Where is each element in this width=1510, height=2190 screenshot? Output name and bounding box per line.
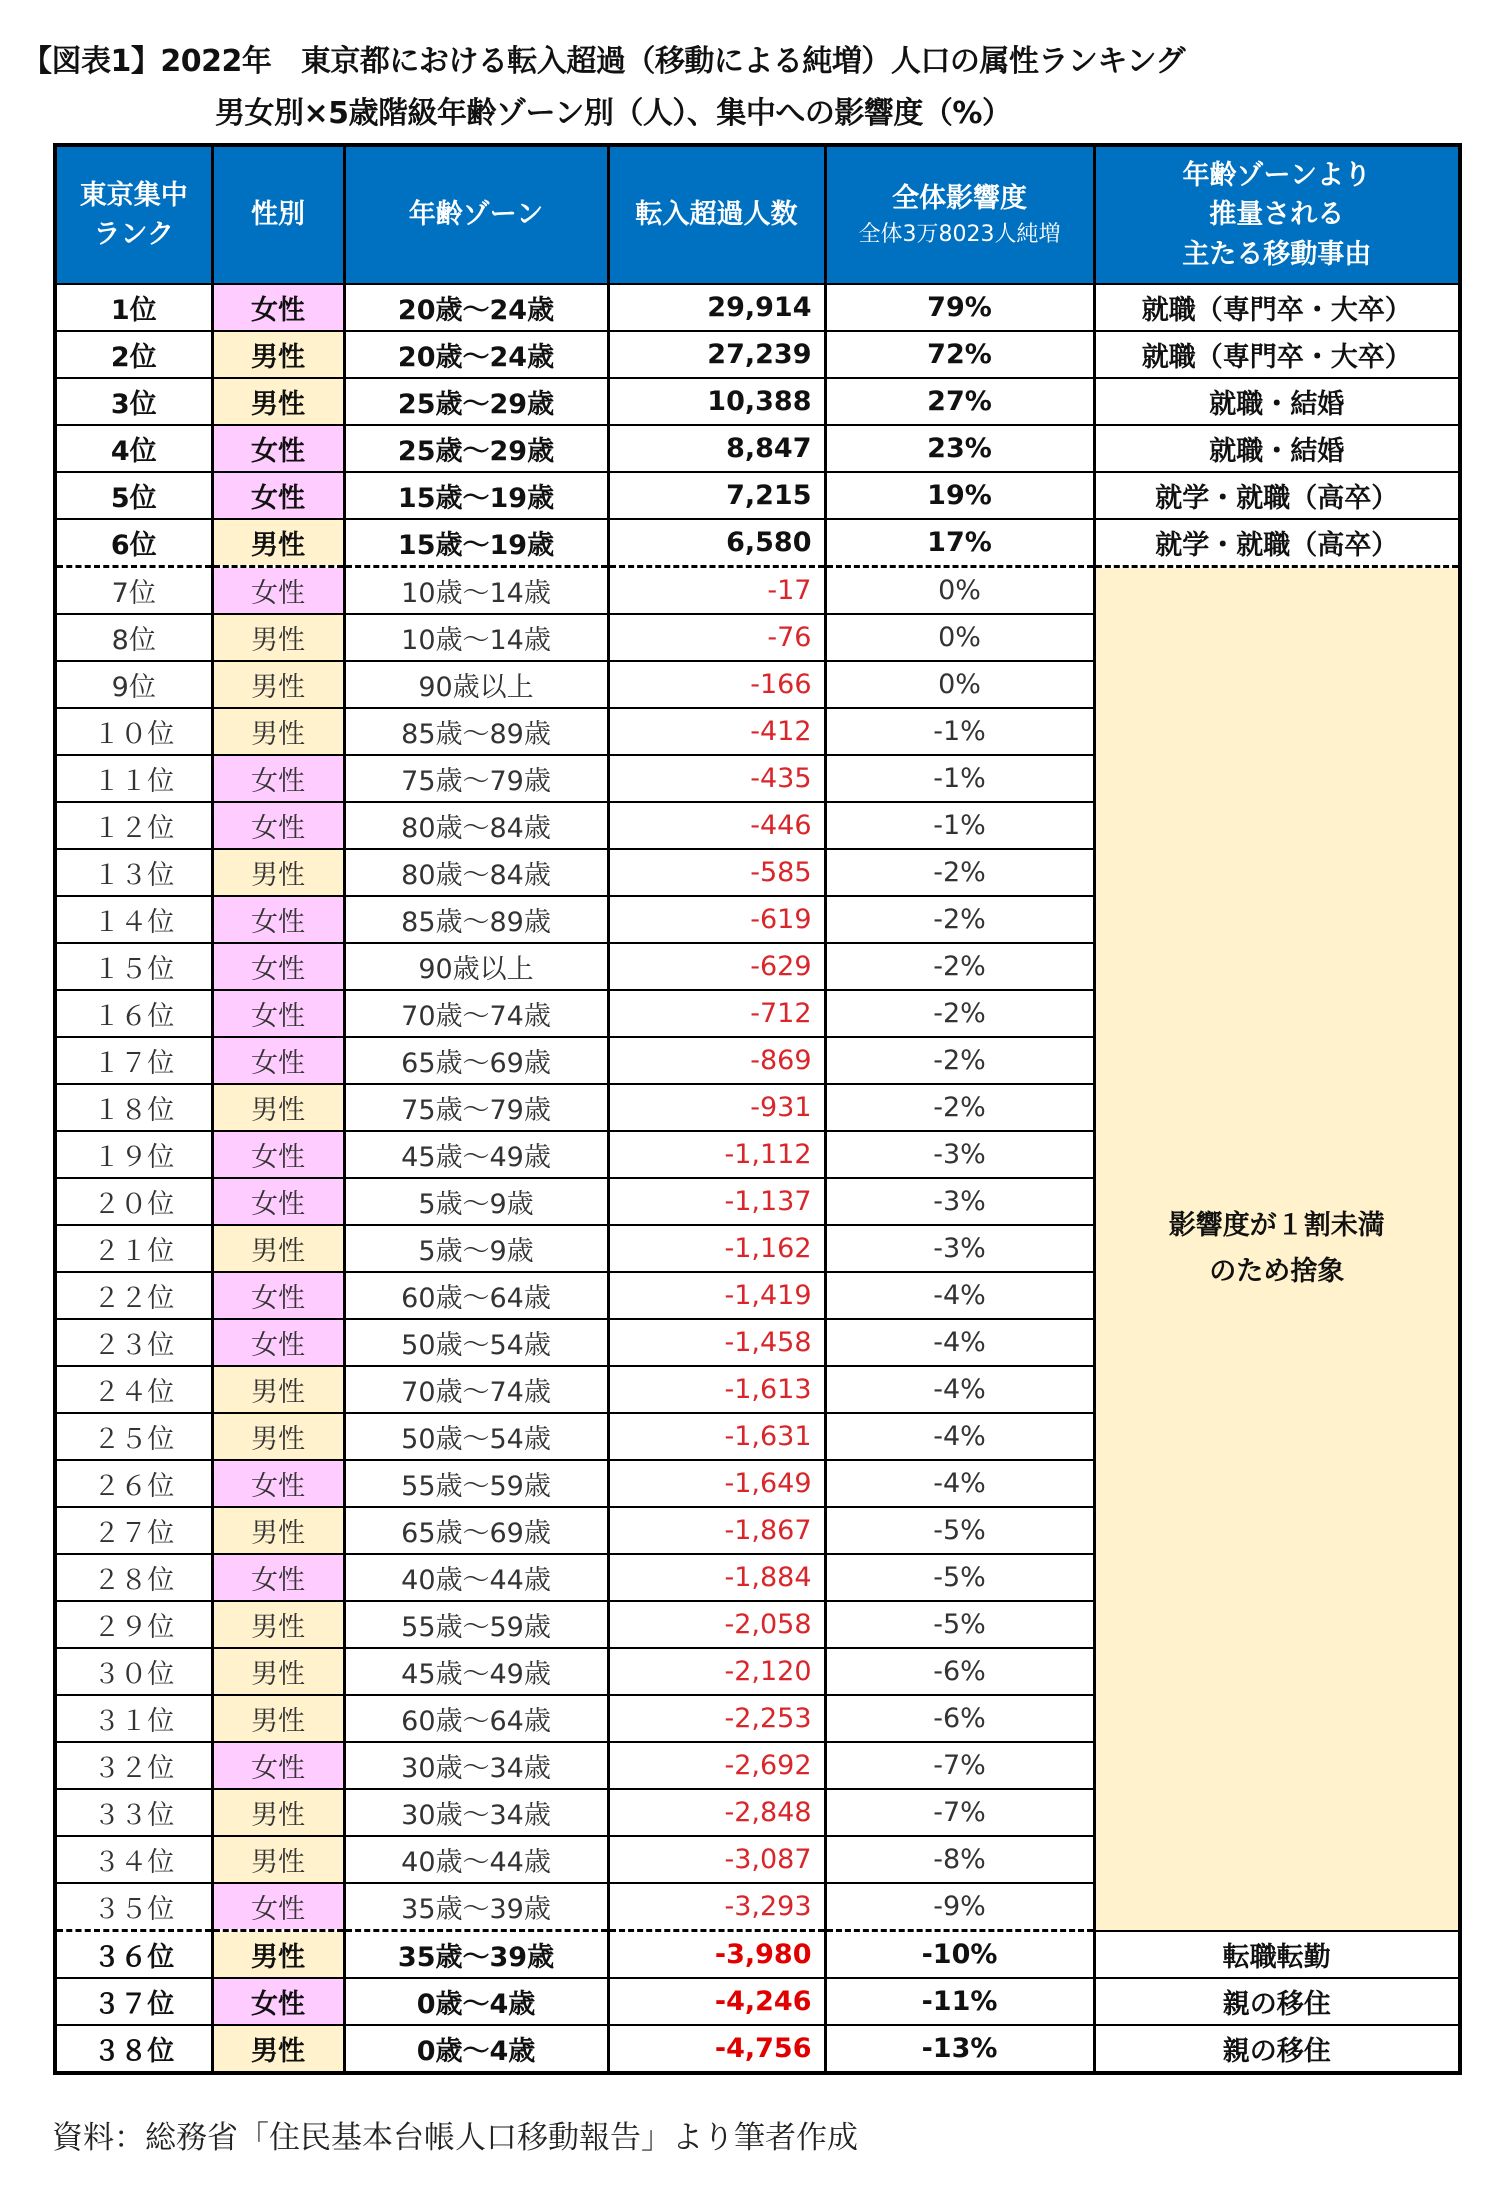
- impact-cell: -2%: [825, 896, 1094, 943]
- sex-cell: 男性: [212, 519, 344, 567]
- count-cell: -2,692: [608, 1742, 825, 1789]
- rank-cell: 6位: [55, 519, 212, 567]
- rank-cell: １６位: [55, 990, 212, 1037]
- impact-cell: -5%: [825, 1601, 1094, 1648]
- count-cell: 8,847: [608, 425, 825, 472]
- figure-title: 【図表1】2022年 東京都における転入超過（移動による純増）人口の属性ランキング: [22, 44, 1185, 79]
- count-cell: -1,613: [608, 1366, 825, 1413]
- count-cell: -1,867: [608, 1507, 825, 1554]
- reason-cell: 就職（専門卒・大卒）: [1094, 331, 1460, 378]
- age-cell: 70歳～74歳: [344, 990, 608, 1037]
- age-cell: 55歳～59歳: [344, 1460, 608, 1507]
- header-impact-sub: 全体3万8023人純増: [858, 221, 1061, 247]
- count-cell: -3,293: [608, 1883, 825, 1931]
- header-rank-line1: 東京集中: [79, 179, 188, 211]
- impact-cell: 17%: [825, 519, 1094, 567]
- header-reason: [1094, 145, 1460, 284]
- count-cell: 10,388: [608, 378, 825, 425]
- age-cell: 10歳～14歳: [344, 614, 608, 661]
- sex-cell: 男性: [212, 1648, 344, 1695]
- count-cell: -2,848: [608, 1789, 825, 1836]
- age-cell: 30歳～34歳: [344, 1789, 608, 1836]
- age-cell: 90歳以上: [344, 943, 608, 990]
- count-cell: -1,162: [608, 1225, 825, 1272]
- count-cell: -1,649: [608, 1460, 825, 1507]
- impact-cell: -5%: [825, 1507, 1094, 1554]
- impact-cell: 27%: [825, 378, 1094, 425]
- rank-cell: ２３位: [55, 1319, 212, 1366]
- count-cell: -4,756: [608, 2025, 825, 2073]
- age-cell: 90歳以上: [344, 661, 608, 708]
- impact-cell: 0%: [825, 614, 1094, 661]
- sex-cell: 女性: [212, 1131, 344, 1178]
- header-sex: 性別: [212, 145, 344, 284]
- age-cell: 20歳～24歳: [344, 331, 608, 378]
- table-header-row: [55, 145, 1460, 284]
- rank-cell: 1位: [55, 284, 212, 331]
- impact-cell: -10%: [825, 1931, 1094, 1979]
- rank-cell: 9位: [55, 661, 212, 708]
- age-cell: 35歳～39歳: [344, 1883, 608, 1931]
- count-cell: -931: [608, 1084, 825, 1131]
- impact-cell: -4%: [825, 1460, 1094, 1507]
- impact-cell: -3%: [825, 1131, 1094, 1178]
- impact-cell: -7%: [825, 1789, 1094, 1836]
- age-cell: 80歳～84歳: [344, 802, 608, 849]
- source-note: 資料：総務省「住民基本台帳人口移動報告」より筆者作成: [52, 2120, 858, 2156]
- age-cell: 60歳～64歳: [344, 1272, 608, 1319]
- sex-cell: 男性: [212, 1507, 344, 1554]
- count-cell: -3,980: [608, 1931, 825, 1979]
- reason-cell: 就職・結婚: [1094, 378, 1460, 425]
- rank-cell: １４位: [55, 896, 212, 943]
- rank-cell: ２５位: [55, 1413, 212, 1460]
- rank-cell: ３７位: [55, 1978, 212, 2025]
- sex-cell: 女性: [212, 802, 344, 849]
- impact-cell: -1%: [825, 708, 1094, 755]
- age-cell: 40歳～44歳: [344, 1554, 608, 1601]
- table-body: [55, 284, 1460, 2073]
- sex-cell: 男性: [212, 1084, 344, 1131]
- impact-cell: -4%: [825, 1272, 1094, 1319]
- impact-cell: -4%: [825, 1413, 1094, 1460]
- count-cell: -2,120: [608, 1648, 825, 1695]
- impact-cell: -3%: [825, 1178, 1094, 1225]
- rank-cell: ２４位: [55, 1366, 212, 1413]
- age-cell: 85歳～89歳: [344, 896, 608, 943]
- table-row: [55, 1978, 1460, 2025]
- count-cell: -1,419: [608, 1272, 825, 1319]
- impact-cell: -1%: [825, 802, 1094, 849]
- impact-cell: -2%: [825, 990, 1094, 1037]
- count-cell: -712: [608, 990, 825, 1037]
- rank-cell: ２０位: [55, 1178, 212, 1225]
- rank-cell: ３４位: [55, 1836, 212, 1883]
- impact-cell: -9%: [825, 1883, 1094, 1931]
- count-cell: -76: [608, 614, 825, 661]
- impact-cell: 19%: [825, 472, 1094, 519]
- header-age: 年齢ゾーン: [344, 145, 608, 284]
- sex-cell: 女性: [212, 943, 344, 990]
- rank-cell: 2位: [55, 331, 212, 378]
- sex-cell: 女性: [212, 1742, 344, 1789]
- figure-subtitle: 男女別×5歳階級年齢ゾーン別（人）、集中への影響度（%）: [215, 96, 1012, 131]
- sex-cell: 男性: [212, 1601, 344, 1648]
- count-cell: -446: [608, 802, 825, 849]
- count-cell: -869: [608, 1037, 825, 1084]
- sex-cell: 女性: [212, 1883, 344, 1931]
- impact-cell: -7%: [825, 1742, 1094, 1789]
- ranking-table: [53, 143, 1462, 2075]
- rank-cell: ２２位: [55, 1272, 212, 1319]
- age-cell: 50歳～54歳: [344, 1413, 608, 1460]
- sex-cell: 女性: [212, 1037, 344, 1084]
- header-reason-line1: 年齢ゾーンより: [1182, 160, 1371, 192]
- age-cell: 30歳～34歳: [344, 1742, 608, 1789]
- table-row: [55, 519, 1460, 567]
- sex-cell: 男性: [212, 849, 344, 896]
- impact-cell: -2%: [825, 1037, 1094, 1084]
- rank-cell: １２位: [55, 802, 212, 849]
- header-reason-line2: 推量される: [1209, 199, 1345, 231]
- header-impact: [825, 145, 1094, 284]
- sex-cell: 男性: [212, 614, 344, 661]
- count-cell: 29,914: [608, 284, 825, 331]
- age-cell: 60歳～64歳: [344, 1695, 608, 1742]
- count-cell: -3,087: [608, 1836, 825, 1883]
- table-row: [55, 1931, 1460, 1979]
- count-cell: -619: [608, 896, 825, 943]
- impact-cell: -2%: [825, 1084, 1094, 1131]
- sex-cell: 男性: [212, 2025, 344, 2073]
- merged-reason-line1: 影響度が１割未満: [1168, 1209, 1385, 1241]
- impact-cell: -6%: [825, 1695, 1094, 1742]
- age-cell: 15歳～19歳: [344, 519, 608, 567]
- sex-cell: 男性: [212, 1695, 344, 1742]
- rank-cell: ３３位: [55, 1789, 212, 1836]
- age-cell: 10歳～14歳: [344, 567, 608, 615]
- rank-cell: 8位: [55, 614, 212, 661]
- sex-cell: 女性: [212, 1978, 344, 2025]
- age-cell: 45歳～49歳: [344, 1648, 608, 1695]
- sex-cell: 女性: [212, 896, 344, 943]
- header-count: 転入超過人数: [608, 145, 825, 284]
- impact-cell: 23%: [825, 425, 1094, 472]
- rank-cell: ２８位: [55, 1554, 212, 1601]
- sex-cell: 男性: [212, 1225, 344, 1272]
- age-cell: 5歳～9歳: [344, 1178, 608, 1225]
- header-rank-line2: ランク: [93, 219, 174, 250]
- rank-cell: １３位: [55, 849, 212, 896]
- count-cell: -1,137: [608, 1178, 825, 1225]
- count-cell: -1,458: [608, 1319, 825, 1366]
- count-cell: -412: [608, 708, 825, 755]
- rank-cell: ２７位: [55, 1507, 212, 1554]
- age-cell: 70歳～74歳: [344, 1366, 608, 1413]
- header-reason-line3: 主たる移動事由: [1182, 238, 1372, 270]
- count-cell: -17: [608, 567, 825, 615]
- age-cell: 35歳～39歳: [344, 1931, 608, 1979]
- sex-cell: 男性: [212, 1366, 344, 1413]
- age-cell: 75歳～79歳: [344, 1084, 608, 1131]
- impact-cell: 72%: [825, 331, 1094, 378]
- count-cell: 7,215: [608, 472, 825, 519]
- reason-cell: 就職・結婚: [1094, 425, 1460, 472]
- age-cell: 40歳～44歳: [344, 1836, 608, 1883]
- rank-cell: ３２位: [55, 1742, 212, 1789]
- sex-cell: 女性: [212, 1554, 344, 1601]
- sex-cell: 女性: [212, 1178, 344, 1225]
- reason-cell: 就職（専門卒・大卒）: [1094, 284, 1460, 331]
- impact-cell: -4%: [825, 1366, 1094, 1413]
- count-cell: -1,884: [608, 1554, 825, 1601]
- sex-cell: 女性: [212, 425, 344, 472]
- rank-cell: １９位: [55, 1131, 212, 1178]
- age-cell: 65歳～69歳: [344, 1507, 608, 1554]
- sex-cell: 女性: [212, 1460, 344, 1507]
- rank-cell: 5位: [55, 472, 212, 519]
- count-cell: -629: [608, 943, 825, 990]
- sex-cell: 女性: [212, 1319, 344, 1366]
- rank-cell: 3位: [55, 378, 212, 425]
- sex-cell: 女性: [212, 755, 344, 802]
- age-cell: 75歳～79歳: [344, 755, 608, 802]
- rank-cell: ２１位: [55, 1225, 212, 1272]
- count-cell: -585: [608, 849, 825, 896]
- sex-cell: 男性: [212, 661, 344, 708]
- sex-cell: 男性: [212, 708, 344, 755]
- count-cell: -2,253: [608, 1695, 825, 1742]
- rank-cell: ３０位: [55, 1648, 212, 1695]
- sex-cell: 男性: [212, 1836, 344, 1883]
- age-cell: 55歳～59歳: [344, 1601, 608, 1648]
- impact-cell: -4%: [825, 1319, 1094, 1366]
- impact-cell: -8%: [825, 1836, 1094, 1883]
- table-row: [55, 472, 1460, 519]
- sex-cell: 男性: [212, 1931, 344, 1979]
- age-cell: 25歳～29歳: [344, 425, 608, 472]
- impact-cell: -5%: [825, 1554, 1094, 1601]
- rank-cell: 7位: [55, 567, 212, 615]
- reason-cell: 就学・就職（高卒）: [1094, 472, 1460, 519]
- rank-cell: ２９位: [55, 1601, 212, 1648]
- sex-cell: 男性: [212, 1413, 344, 1460]
- table-row: [55, 378, 1460, 425]
- reason-cell: 就学・就職（高卒）: [1094, 519, 1460, 567]
- count-cell: -2,058: [608, 1601, 825, 1648]
- sex-cell: 男性: [212, 378, 344, 425]
- count-cell: 27,239: [608, 331, 825, 378]
- count-cell: -1,112: [608, 1131, 825, 1178]
- impact-cell: -13%: [825, 2025, 1094, 2073]
- rank-cell: ３５位: [55, 1883, 212, 1931]
- rank-cell: ３８位: [55, 2025, 212, 2073]
- impact-cell: -11%: [825, 1978, 1094, 2025]
- rank-cell: １８位: [55, 1084, 212, 1131]
- table-row: [55, 2025, 1460, 2073]
- impact-cell: -1%: [825, 755, 1094, 802]
- reason-cell: 親の移住: [1094, 2025, 1460, 2073]
- sex-cell: 女性: [212, 284, 344, 331]
- reason-cell: 転職転勤: [1094, 1931, 1460, 1979]
- count-cell: -4,246: [608, 1978, 825, 2025]
- sex-cell: 女性: [212, 990, 344, 1037]
- merged-reason-line2: のため捨象: [1209, 1255, 1345, 1287]
- sex-cell: 女性: [212, 567, 344, 615]
- impact-cell: -2%: [825, 849, 1094, 896]
- table-row: [55, 425, 1460, 472]
- count-cell: -435: [608, 755, 825, 802]
- count-cell: -166: [608, 661, 825, 708]
- impact-cell: 0%: [825, 567, 1094, 615]
- count-cell: 6,580: [608, 519, 825, 567]
- impact-cell: -6%: [825, 1648, 1094, 1695]
- rank-cell: ３１位: [55, 1695, 212, 1742]
- impact-cell: -3%: [825, 1225, 1094, 1272]
- rank-cell: ２６位: [55, 1460, 212, 1507]
- rank-cell: １０位: [55, 708, 212, 755]
- table-row: [55, 331, 1460, 378]
- age-cell: 50歳～54歳: [344, 1319, 608, 1366]
- age-cell: 15歳～19歳: [344, 472, 608, 519]
- merged-reason-cell: [1094, 567, 1460, 1931]
- age-cell: 5歳～9歳: [344, 1225, 608, 1272]
- table-row: [55, 567, 1460, 615]
- sex-cell: 男性: [212, 1789, 344, 1836]
- age-cell: 65歳～69歳: [344, 1037, 608, 1084]
- age-cell: 25歳～29歳: [344, 378, 608, 425]
- header-rank: [55, 145, 212, 284]
- rank-cell: １５位: [55, 943, 212, 990]
- impact-cell: -2%: [825, 943, 1094, 990]
- age-cell: 20歳～24歳: [344, 284, 608, 331]
- rank-cell: １７位: [55, 1037, 212, 1084]
- age-cell: 0歳～4歳: [344, 1978, 608, 2025]
- rank-cell: １１位: [55, 755, 212, 802]
- sex-cell: 女性: [212, 1272, 344, 1319]
- age-cell: 85歳～89歳: [344, 708, 608, 755]
- age-cell: 0歳～4歳: [344, 2025, 608, 2073]
- sex-cell: 女性: [212, 472, 344, 519]
- sex-cell: 男性: [212, 331, 344, 378]
- rank-cell: 4位: [55, 425, 212, 472]
- header-impact-label: 全体影響度: [892, 183, 1027, 215]
- impact-cell: 79%: [825, 284, 1094, 331]
- age-cell: 45歳～49歳: [344, 1131, 608, 1178]
- impact-cell: 0%: [825, 661, 1094, 708]
- age-cell: 80歳～84歳: [344, 849, 608, 896]
- table-row: [55, 284, 1460, 331]
- reason-cell: 親の移住: [1094, 1978, 1460, 2025]
- count-cell: -1,631: [608, 1413, 825, 1460]
- rank-cell: ３６位: [55, 1931, 212, 1979]
